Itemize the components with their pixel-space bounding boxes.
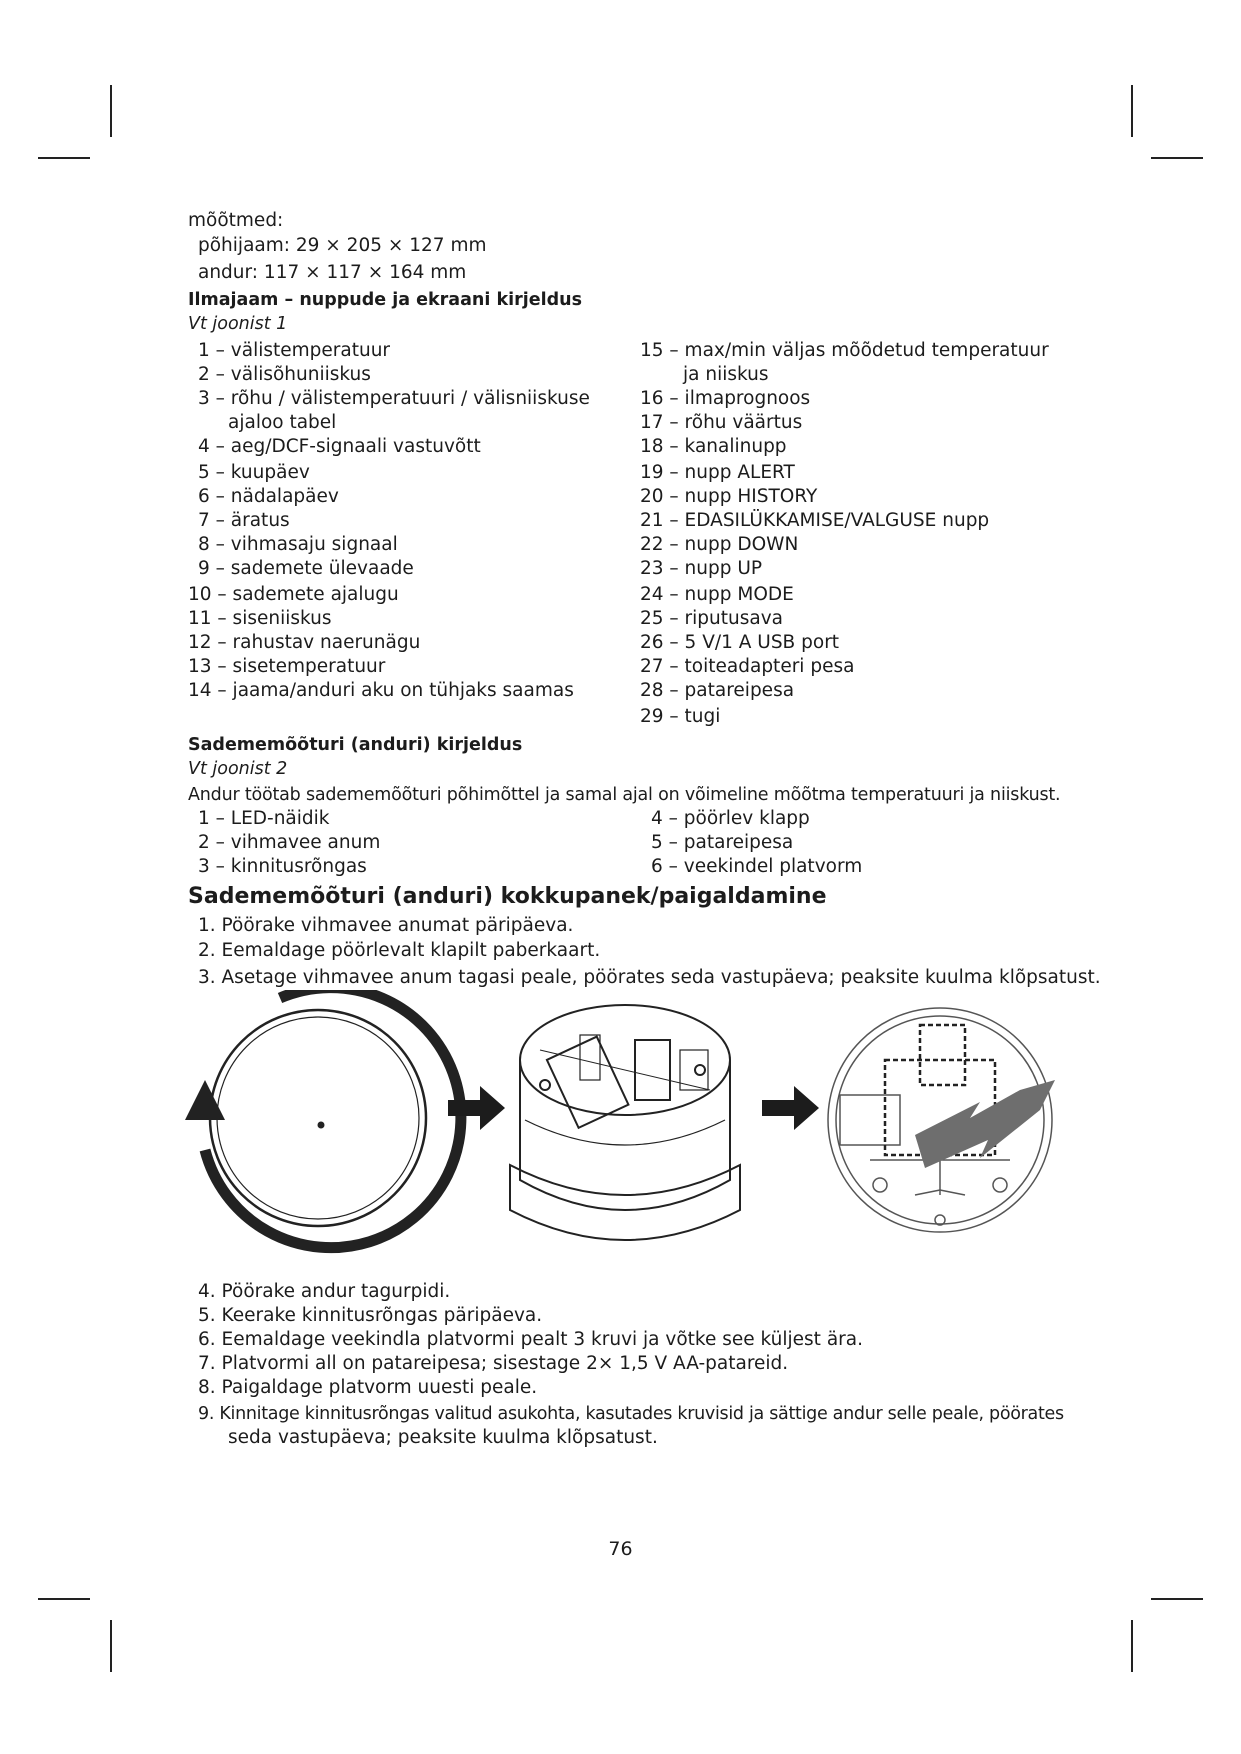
station-right-item: 21 – EDASILÜKKAMISE/VALGUSE nupp bbox=[640, 510, 990, 531]
station-left-item: 14 – jaama/anduri aku on tühjaks saamas bbox=[188, 680, 574, 701]
station-left-item: 6 – nädalapäev bbox=[198, 486, 339, 507]
crop-mark bbox=[1151, 157, 1203, 159]
insert-arrow-icon bbox=[915, 1080, 1055, 1168]
dimensions-item: andur: 117 × 117 × 164 mm bbox=[198, 262, 467, 283]
station-left-item: 3 – rõhu / välistemperatuuri / välisniiskuse bbox=[198, 388, 590, 409]
sensor-left-item: 3 – kinnitusrõngas bbox=[198, 856, 367, 877]
sensor-intro: Andur töötab sadememõõturi põhimõttel ja samal ajal on võimeline mõõtma temperatuuri ja niiskust. bbox=[188, 785, 1061, 805]
sensor-right-item: 4 – pöörlev klapp bbox=[651, 808, 810, 829]
station-right-item: 16 – ilmaprognoos bbox=[640, 388, 811, 409]
assembly-step: seda vastupäeva; peaksite kuulma klõpsatust. bbox=[228, 1427, 658, 1448]
station-right-item: 15 – max/min väljas mõõdetud temperatuur bbox=[640, 340, 1049, 361]
assembly-illustration bbox=[180, 990, 1060, 1280]
station-left-item: 9 – sademete ülevaade bbox=[198, 558, 414, 579]
crop-mark bbox=[1131, 1620, 1133, 1672]
sensor-left-item: 1 – LED-näidik bbox=[198, 808, 330, 829]
assembly-step: 8. Paigaldage platvorm uuesti peale. bbox=[198, 1377, 538, 1398]
station-left-item: ajaloo tabel bbox=[228, 412, 337, 433]
station-right-item: 28 – patareipesa bbox=[640, 680, 795, 701]
crop-mark bbox=[38, 1598, 90, 1600]
station-right-item: 25 – riputusava bbox=[640, 608, 784, 629]
assembly-step: 1. Pöörake vihmavee anumat päripäeva. bbox=[198, 915, 574, 936]
crop-mark bbox=[110, 85, 112, 137]
station-right-item: 27 – toiteadapteri pesa bbox=[640, 656, 855, 677]
assembly-step: 6. Eemaldage veekindla platvormi pealt 3 kruvi ja võtke see küljest ära. bbox=[198, 1329, 863, 1350]
rotate-lid-drawing bbox=[185, 990, 461, 1248]
assembly-step: 9. Kinnitage kinnitusrõngas valitud asukohta, kasutades kruvisid ja sättige andur selle peale, pöörates bbox=[198, 1404, 1064, 1424]
sensor-right-item: 6 – veekindel platvorm bbox=[651, 856, 863, 877]
crop-mark bbox=[1131, 85, 1133, 137]
assembly-step: 4. Pöörake andur tagurpidi. bbox=[198, 1281, 451, 1302]
crop-mark bbox=[110, 1620, 112, 1672]
station-left-item: 10 – sademete ajalugu bbox=[188, 584, 399, 605]
station-left-item: 11 – siseniiskus bbox=[188, 608, 332, 629]
assembly-step: 7. Platvormi all on patareipesa; sisestage 2× 1,5 V AA-patareid. bbox=[198, 1353, 789, 1374]
station-right-item: 22 – nupp DOWN bbox=[640, 534, 799, 555]
sensor-right-item: 5 – patareipesa bbox=[651, 832, 794, 853]
station-title: Ilmajaam – nuppude ja ekraani kirjeldus bbox=[188, 290, 582, 310]
assembly-step: 2. Eemaldage pöörlevalt klapilt paberkaart. bbox=[198, 940, 601, 961]
station-left-item: 1 – välistemperatuur bbox=[198, 340, 391, 361]
station-right-item: 26 – 5 V/1 A USB port bbox=[640, 632, 840, 653]
sensor-left-item: 2 – vihmavee anum bbox=[198, 832, 381, 853]
station-left-item: 5 – kuupäev bbox=[198, 462, 310, 483]
station-right-item: ja niiskus bbox=[683, 364, 769, 385]
station-left-item: 12 – rahustav naerunägu bbox=[188, 632, 421, 653]
station-right-item: 24 – nupp MODE bbox=[640, 584, 794, 605]
assembly-step: 3. Asetage vihmavee anum tagasi peale, pöörates seda vastupäeva; peaksite kuulma klõpsatust. bbox=[198, 967, 1101, 988]
station-left-item: 13 – sisetemperatuur bbox=[188, 656, 386, 677]
page-number: 76 bbox=[608, 1538, 633, 1560]
station-right-item: 23 – nupp UP bbox=[640, 558, 763, 579]
station-left-item: 4 – aeg/DCF-signaali vastuvõtt bbox=[198, 436, 481, 457]
open-sensor-drawing bbox=[510, 1005, 740, 1240]
crop-mark bbox=[38, 157, 90, 159]
station-right-item: 17 – rõhu väärtus bbox=[640, 412, 803, 433]
station-right-item: 29 – tugi bbox=[640, 706, 721, 727]
arrow-right-icon bbox=[762, 1086, 819, 1130]
station-left-item: 7 – äratus bbox=[198, 510, 290, 531]
assembly-title: Sadememõõturi (anduri) kokkupanek/paigaldamine bbox=[188, 884, 827, 909]
station-subtitle: Vt joonist 1 bbox=[188, 314, 288, 334]
sensor-subtitle: Vt joonist 2 bbox=[188, 759, 288, 779]
sensor-title: Sadememõõturi (anduri) kirjeldus bbox=[188, 735, 523, 755]
crop-mark bbox=[1151, 1598, 1203, 1600]
station-right-item: 19 – nupp ALERT bbox=[640, 462, 795, 483]
station-left-item: 2 – välisõhuniiskus bbox=[198, 364, 371, 385]
dimensions-heading: mõõtmed: bbox=[188, 210, 284, 231]
dimensions-item: põhijaam: 29 × 205 × 127 mm bbox=[198, 235, 487, 256]
station-right-item: 20 – nupp HISTORY bbox=[640, 486, 818, 507]
station-left-item: 8 – vihmasaju signaal bbox=[198, 534, 398, 555]
station-right-item: 18 – kanalinupp bbox=[640, 436, 787, 457]
assembly-step: 5. Keerake kinnitusrõngas päripäeva. bbox=[198, 1305, 543, 1326]
